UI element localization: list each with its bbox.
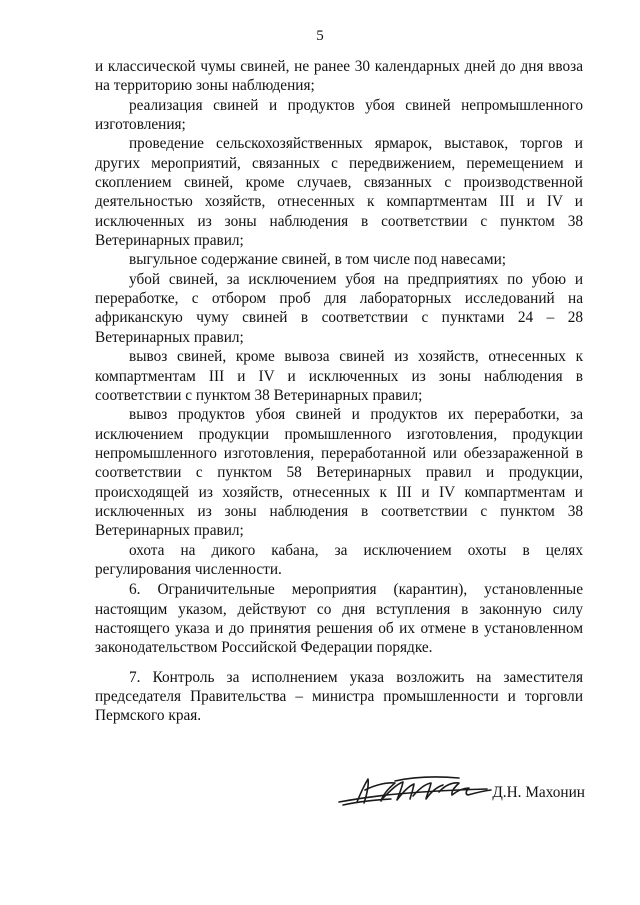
page-number: 5 bbox=[316, 28, 324, 44]
signature-block bbox=[335, 772, 585, 812]
handwritten-signature bbox=[335, 772, 495, 812]
paragraph-item: реализация свиней и продуктов убоя свиней непромышленного изготовления; bbox=[95, 96, 583, 134]
paragraph-continuation: и классической чумы свиней, не ранее 30 календарных дней до дня ввоза на территорию зоны наблюдения; bbox=[95, 58, 583, 95]
numbered-paragraph-6: 6. Ограничительные мероприятия (карантин), установленные настоящим указом, действуют со дня вступления в законную силу настоящего указа и до принятия решения об их отмене в установленном законодательством Российской Федерации порядке. bbox=[95, 581, 583, 657]
paragraph-item: вывоз свиней, кроме вывоза свиней из хозяйств, отнесенных к компартментам III и IV и исключенных из зоны наблюдения в соответствии с пунктом 38 Ветеринарных правил; bbox=[95, 348, 583, 404]
paragraph-item: убой свиней, за исключением убоя на предприятиях по убою и переработке, с отбором проб для лабораторных исследований на африканскую чуму свиней в соответствии с пунктами 24 – 28 Ветеринарных правил; bbox=[95, 270, 583, 346]
signer-name: Д.Н. Махонин bbox=[492, 784, 585, 801]
paragraph-item: охота на дикого кабана, за исключением охоты в целях регулирования численности. bbox=[95, 541, 583, 578]
paragraph-item: выгульное содержание свиней, в том числе под навесами; bbox=[129, 251, 507, 269]
paragraph-item: вывоз продуктов убоя свиней и продуктов их переработки, за исключением продукции промышленного изготовления, продукции непромышленного изготовления, переработанной или обеззараженной в соответствии с пунктом 58 Ветеринарных правил и продукции, происходящей из хозяйств, отнесенных к III и IV компартментам и исключенных из зоны наблюдения в соответствии с пунктом 38 Ветеринарных правил; bbox=[95, 406, 583, 540]
numbered-paragraph-7: 7. Контроль за исполнением указа возложить на заместителя председателя Правительства – министра промышленности и торговли Пермского края. bbox=[95, 668, 583, 725]
paragraph-item: проведение сельскохозяйственных ярмарок, выставок, торгов и других мероприятий, связанных с передвижением, перемещением и скоплением свиней, кроме случаев, связанных с производственной деятельностью хозяйств, отнесенных к компартментам III и IV и исключенных из зоны наблюдения в соответствии с пунктом 38 Ветеринарных правил; bbox=[95, 135, 583, 250]
document-body bbox=[95, 57, 583, 726]
